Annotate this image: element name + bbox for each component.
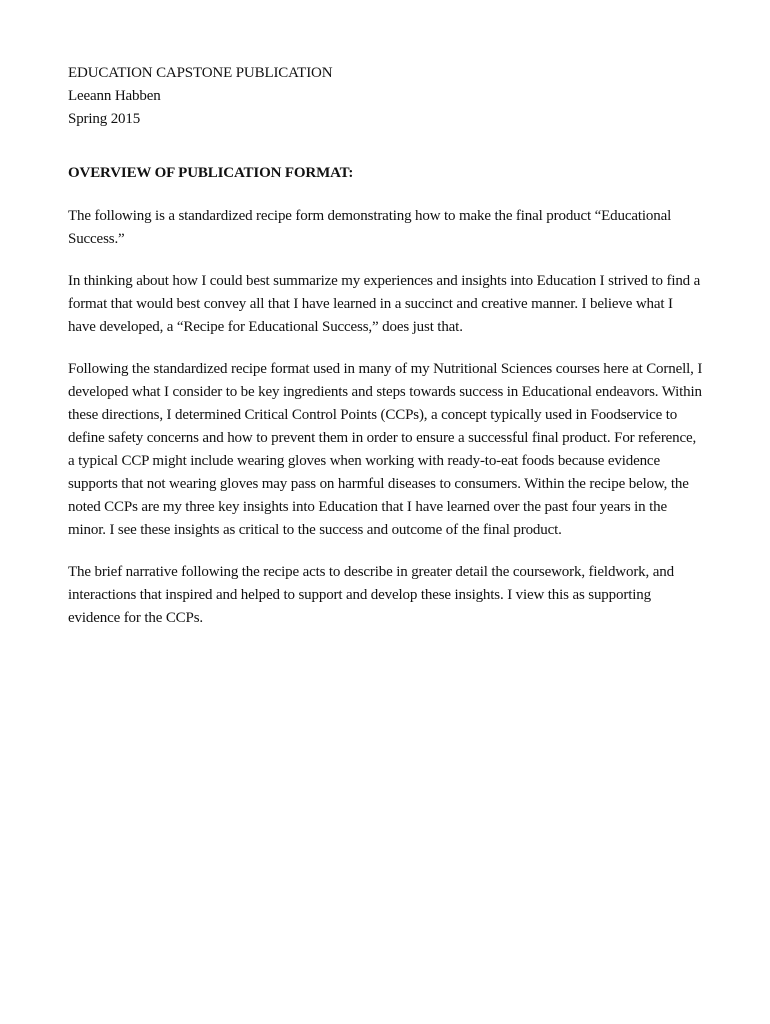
intro-paragraph: The following is a standardized recipe form demonstrating how to make the final product “Educational Success.” (68, 208, 672, 247)
term-label: Spring 2015 (68, 111, 141, 127)
document-page (68, 62, 704, 630)
publication-title: EDUCATION CAPSTONE PUBLICATION (68, 65, 333, 81)
author-name: Leeann Habben (68, 88, 161, 104)
ccp-explanation-paragraph: Following the standardized recipe format used in many of my Nutritional Sciences courses here at Cornell, I developed what I consider to be key ingredients and steps towards success in Educational endeavors. Within these directions, I determined Critical Control Points (CCPs), a concept typically used in Foodservice to define safety concerns and how to prevent them in order to ensure a successful final product. For reference, a typical CCP might include wearing gloves when working with ready-to-eat foods because evidence supports that not wearing gloves may pass on harmful diseases to consumers. Within the recipe below, the noted CCPs are my three key insights into Education that I have learned over the past four years in the minor. I see these insights as critical to the success and outcome of the final product. (68, 361, 703, 538)
narrative-paragraph: The brief narrative following the recipe acts to describe in greater detail the coursework, fieldwork, and interactions that inspired and helped to support and develop these insights. I view this as supporting evidence for the CCPs. (68, 564, 674, 626)
document-header (68, 62, 704, 131)
format-rationale-paragraph: In thinking about how I could best summarize my experiences and insights into Education I strived to find a format that would best convey all that I have learned in a succinct and creative manner. I believe what I have developed, a “Recipe for Educational Success,” does just that. (68, 273, 701, 335)
section-heading: OVERVIEW OF PUBLICATION FORMAT: (68, 165, 354, 181)
